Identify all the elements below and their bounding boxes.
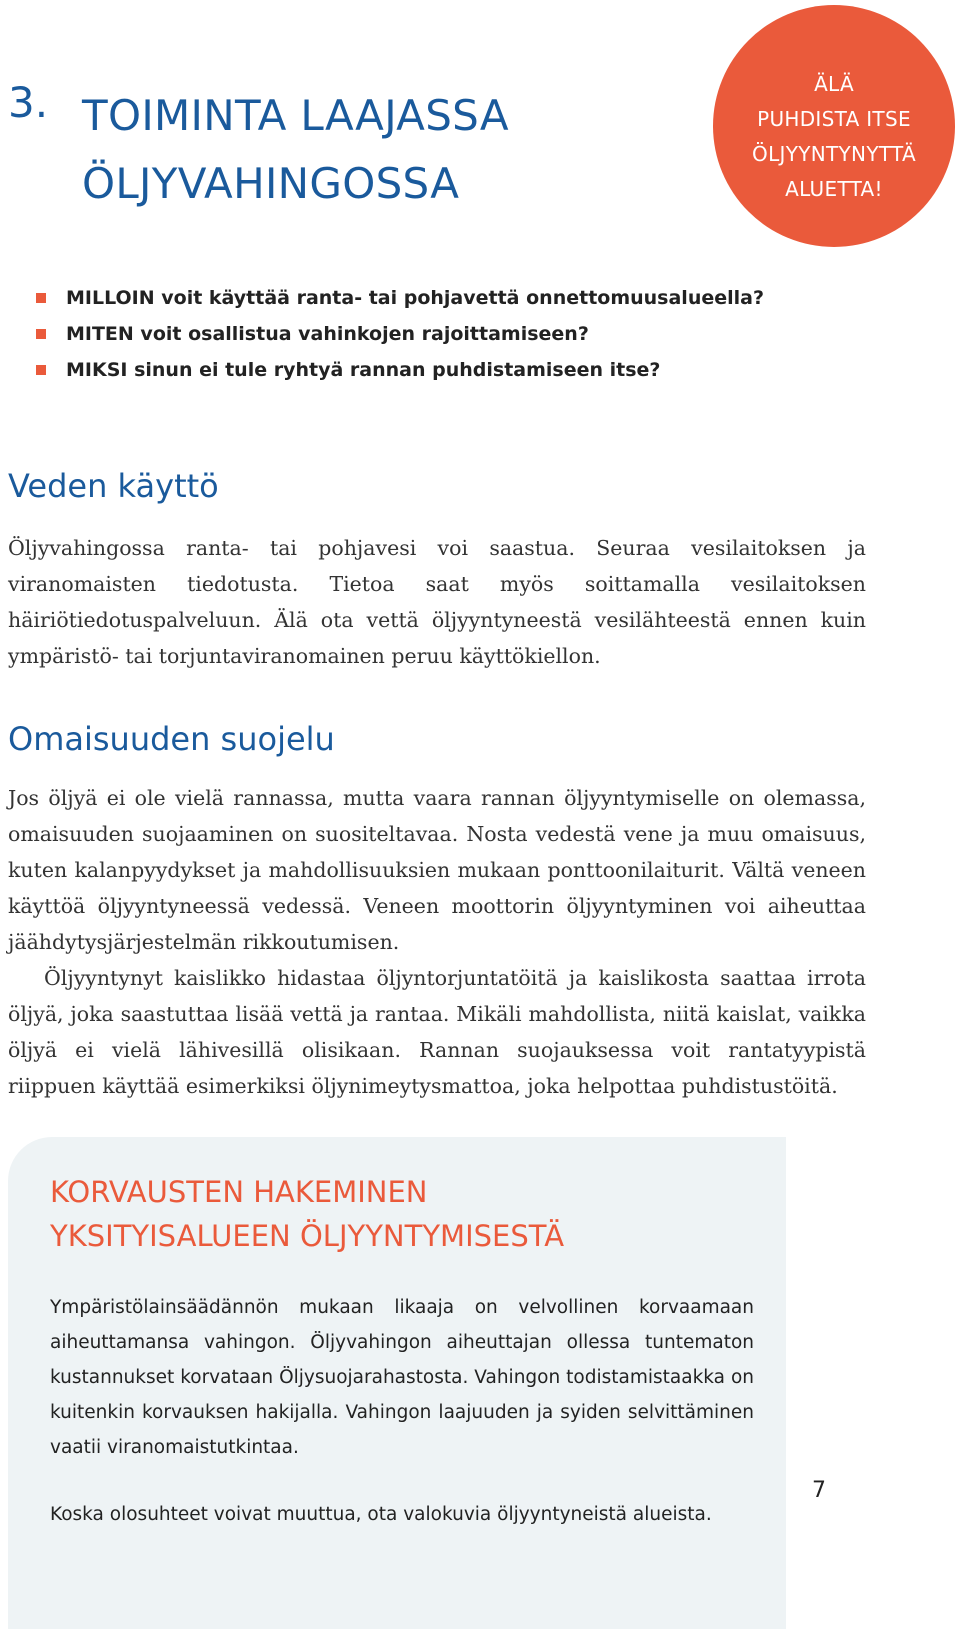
chapter-number: 3.	[8, 78, 49, 127]
compensation-title-line-2: YKSITYISALUEEN ÖLJYYNTYMISESTÄ	[50, 1219, 565, 1253]
question-text: MITEN voit osallistua vahinkojen rajoittamiseen?	[66, 323, 589, 345]
question-item	[36, 282, 764, 318]
property-paragraph-1: Jos öljyä ei ole vielä rannassa, mutta vaara rannan öljyyntymiselle on olemassa, omaisuuden suojaaminen on suositeltavaa. Nosta vedestä vene ja muu omaisuus, kuten kalanpyydykset ja mahdollisuuksien mukaan ponttoonilaiturit. Vältä veneen käyttöä öljyyntyneessä vedessä. Veneen moottorin öljyyntyminen voi aiheuttaa jäähdytysjärjestelmän rikkoutumisen.	[8, 786, 866, 954]
chapter-title-line-1: TOIMINTA LAAJASSA	[82, 91, 509, 140]
warning-badge	[713, 5, 955, 247]
warning-line-4: ALUETTA!	[785, 177, 883, 201]
chapter-title-line-2: ÖLJYVAHINGOSSA	[82, 159, 460, 208]
question-text: MILLOIN voit käyttää ranta- tai pohjavettä onnettomuusalueella?	[66, 287, 764, 309]
section-body-water-use	[8, 530, 866, 674]
warning-line-1: ÄLÄ	[814, 72, 854, 96]
square-bullet-icon	[36, 293, 46, 303]
compensation-text: Ympäristölainsäädännön mukaan likaaja on velvollinen korvaamaan aiheuttamansa vahingon. Öljyvahingon aiheuttajan ollessa tuntematon kustannukset korvataan Öljysuojarahastosta. Vahingon todistamistaakka on kuitenkin korvauksen hakijalla. Vahingon laajuuden ja syiden selvittäminen vaatii viranomaistutkintaa.	[50, 1297, 754, 1458]
question-text: MIKSI sinun ei tule ryhtyä rannan puhdistamiseen itse?	[66, 359, 661, 381]
page-number: 7	[812, 1478, 826, 1503]
warning-line-3: ÖLJYYNTYNYTTÄ	[752, 142, 916, 166]
water-use-paragraph: Öljyvahingossa ranta- tai pohjavesi voi saastua. Seuraa vesilaitoksen ja viranomaisten tiedotusta. Tietoa saat myös soittamalla vesilaitoksen häiriötiedotuspalveluun. Älä ota vettä öljyyntyneestä vesilähteestä ennen kuin ympäristö- tai torjuntaviranomainen peruu käyttökiellon.	[8, 536, 866, 668]
warning-line-2: PUHDISTA ITSE	[757, 107, 911, 131]
compensation-note: Koska olosuhteet voivat muuttua, ota valokuvia öljyyntyneistä alueista.	[50, 1504, 712, 1525]
question-item	[36, 318, 764, 354]
question-item	[36, 354, 764, 390]
warning-text	[713, 67, 955, 207]
section-body-property-protection	[8, 780, 866, 1104]
section-title-water-use: Veden käyttö	[8, 467, 219, 505]
square-bullet-icon	[36, 365, 46, 375]
question-list	[36, 282, 764, 390]
compensation-title-line-1: KORVAUSTEN HAKEMINEN	[50, 1175, 428, 1209]
chapter-title	[82, 82, 509, 218]
square-bullet-icon	[36, 329, 46, 339]
compensation-title	[50, 1170, 564, 1258]
section-title-property-protection: Omaisuuden suojelu	[8, 720, 335, 758]
property-paragraph-2: Öljyyntynyt kaislikko hidastaa öljyntorjuntatöitä ja kaislikosta saattaa irrota öljyä, joka saastuttaa lisää vettä ja rantaa. Mikäli mahdollista, niitä kaislat, vaikka öljyä ei vielä lähivesillä olisikaan. Rannan suojauksessa voit rantatyypistä riippuen käyttää esimerkiksi öljynimeytysmattoa, joka helpottaa puhdistustöitä.	[8, 966, 866, 1098]
